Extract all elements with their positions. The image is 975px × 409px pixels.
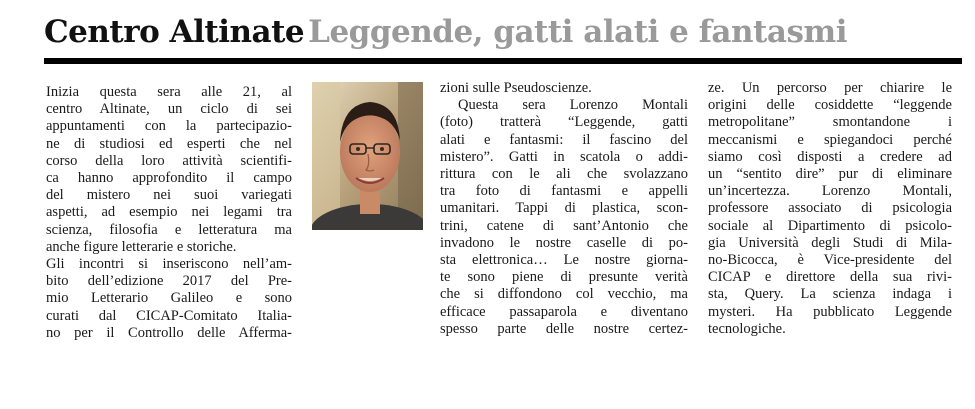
text-line: professore associato di psicologia <box>708 200 952 217</box>
text-line: Questa sera Lorenzo Montali <box>458 97 688 114</box>
text-line: del mistero nei suoi variegati <box>46 187 292 204</box>
text-line: metropolitane” smontandone i <box>708 114 952 131</box>
text-line: sociale al Dipartimento di psicolo- <box>708 217 952 234</box>
text-line: Gli incontri si inseriscono nell’am- <box>46 256 292 273</box>
text-line: gia Università degli Studi di Mila- <box>708 234 952 251</box>
text-line: te sono piene di presunte verità <box>440 269 688 286</box>
text-line: ca hanno approfondito il campo <box>46 170 292 187</box>
text-line: ne di studiosi ed esperti che nel <box>46 135 292 152</box>
text-line: appuntamenti con la partecipazio- <box>46 118 292 135</box>
headline-kicker: Centro Altinate <box>44 14 305 50</box>
text-line: tra foto di fantasmi e appelli <box>440 183 688 200</box>
text-line: no-Bicocca, è Vice-presidente del <box>708 252 952 269</box>
headline-title: Leggende, gatti alati e fantasmi <box>308 14 847 50</box>
text-line: origini delle cosiddette “leggende <box>708 97 952 114</box>
text-line: corso della loro attività scientifi- <box>46 152 292 169</box>
text-line: umanitari. Tappi di plastica, scon- <box>440 200 688 217</box>
author-photo <box>312 82 423 230</box>
headline <box>44 14 962 58</box>
text-line: scienza, filosofia e letteratura ma <box>46 221 292 238</box>
text-line: curati dal CICAP-Comitato Italia- <box>46 307 292 324</box>
text-line: trini, catene di sant’Antonio che <box>440 217 688 234</box>
text-line: meccanismi e spiegandoci perché <box>708 131 952 148</box>
text-line: (foto) tratterà “Leggende, gatti <box>440 114 688 131</box>
text-line: mistero”. Gatti in scatola o addi- <box>440 148 688 165</box>
text-line: sta elettronica… Le nostre giorna- <box>440 252 688 269</box>
text-line: mio Letterario Galileo e sono <box>46 290 292 307</box>
text-line: un “sentito dire” pur di eliminare <box>708 166 952 183</box>
article-column-3 <box>708 80 952 338</box>
text-line: ze. Un percorso per chiarire le <box>708 80 952 96</box>
text-line: Inizia questa sera alle 21, al <box>46 84 292 100</box>
text-line: sta, Query. La scienza indaga i <box>708 286 952 303</box>
text-line: siamo così disposti a credere ad <box>708 148 952 165</box>
text-line: tecnologiche. <box>708 320 786 337</box>
text-line: alati e fantasmi: il fascino del <box>440 131 688 148</box>
text-line: un’incertezza. Lorenzo Montali, <box>708 183 952 200</box>
text-line: rittura con le ali che svolazzano <box>440 166 688 183</box>
text-line: invadono le nostre caselle di po- <box>440 234 688 251</box>
text-line: aspetti, ad esempio nei legami tra <box>46 204 292 221</box>
text-line: spesso parte delle nostre certez- <box>440 320 688 337</box>
text-line: efficace passaparola e diventano <box>440 303 688 320</box>
text-line: CICAP e direttore della sua rivi- <box>708 269 952 286</box>
text-line: mysteri. Ha pubblicato Leggende <box>708 303 952 320</box>
text-line: che si diffondono col vecchio, ma <box>440 286 688 303</box>
article-column-1 <box>46 84 292 342</box>
portrait-image <box>312 82 423 230</box>
article-column-2 <box>440 80 688 338</box>
text-line: anche figure letterarie e storiche. <box>46 238 237 255</box>
text-line: no per il Controllo delle Afferma- <box>46 324 292 341</box>
text-line: centro Altinate, un ciclo di sei <box>46 101 292 118</box>
text-line: bito dell’edizione 2017 del Pre- <box>46 273 292 290</box>
headline-rule <box>44 58 962 64</box>
text-line: zioni sulle Pseudoscienze. <box>440 80 592 96</box>
